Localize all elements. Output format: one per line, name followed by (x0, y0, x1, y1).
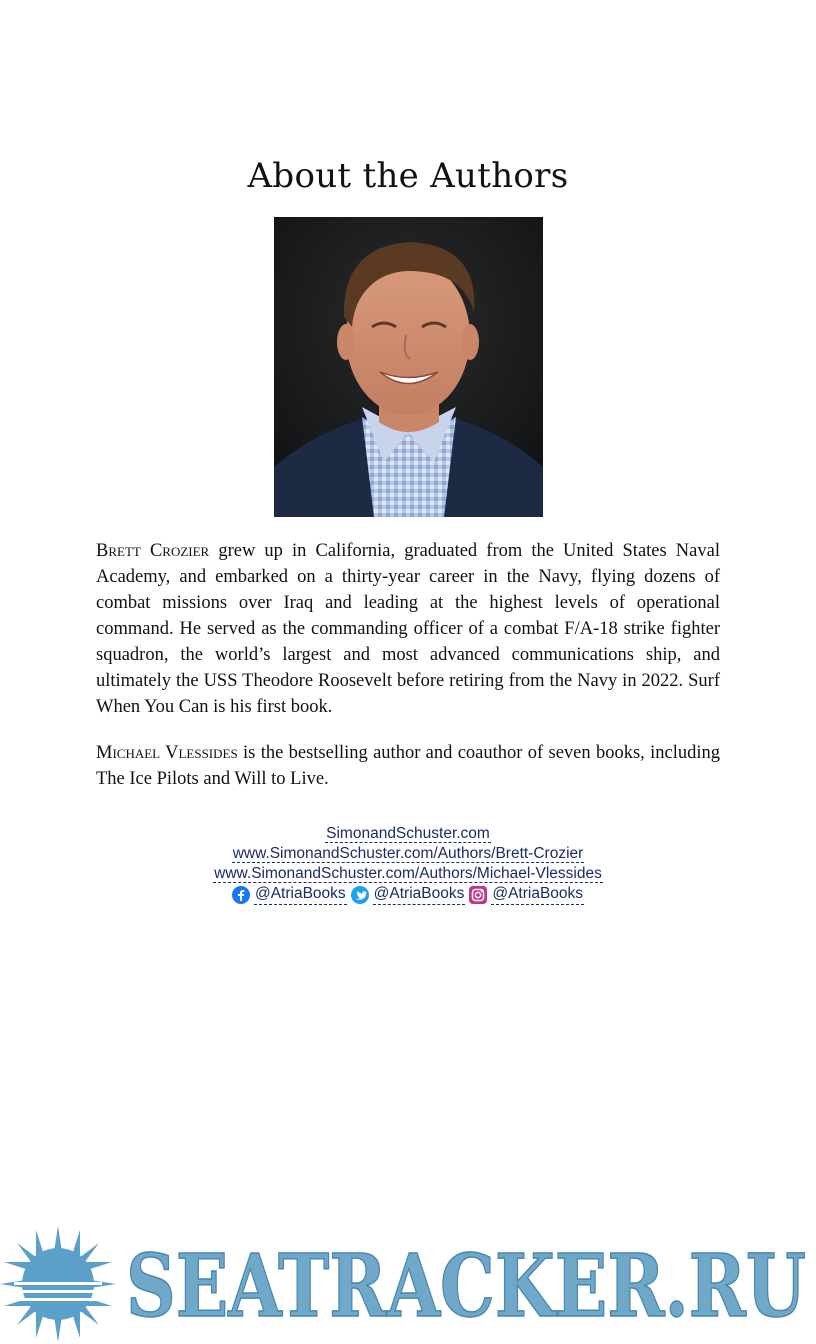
publisher-site-link[interactable]: SimonandSchuster.com (326, 825, 490, 842)
facebook-icon[interactable] (232, 886, 250, 904)
author-name: Michael Vlessides (96, 743, 238, 763)
publisher-links (0, 824, 816, 910)
author-portrait-illustration (274, 217, 543, 517)
watermark-text: SEATRACKER.RU (126, 1236, 806, 1337)
instagram-icon[interactable] (469, 886, 487, 904)
bio-michael-vlessides (96, 740, 720, 792)
author-photo (274, 217, 543, 517)
twitter-link[interactable]: @AtriaBooks (373, 884, 466, 905)
author-page-link-michael-vlessides[interactable]: www.SimonandSchuster.com/Authors/Michael-Vlessides (214, 865, 602, 882)
facebook-link[interactable]: @AtriaBooks (254, 884, 347, 905)
author-page-link-brett-crozier[interactable]: www.SimonandSchuster.com/Authors/Brett-Crozier (232, 845, 584, 862)
sun-logo-icon (0, 1226, 116, 1342)
instagram-link[interactable]: @AtriaBooks (491, 884, 584, 905)
page-title: About the Authors (247, 156, 569, 196)
bio-text: grew up in California, graduated from the United States Naval Academy, and embarked on a thirty-year career in the Navy, flying dozens of combat missions over Iraq and leading at the highest levels of operational command. He served as the commanding officer of a combat F/A-18 strike fighter squadron, the world’s largest and most advanced communications ship, and ultimately the USS Theodore Roosevelt before retiring from the Navy in 2022. Surf When You Can is his first book. (96, 541, 720, 717)
author-name: Brett Crozier (96, 541, 210, 561)
twitter-icon[interactable] (351, 886, 369, 904)
watermark-logo (0, 1226, 816, 1344)
social-links (232, 884, 584, 905)
bio-brett-crozier (96, 538, 720, 720)
bio-text: is the bestselling author and coauthor of seven books, including The Ice Pilots and Will to Live. (96, 743, 720, 789)
